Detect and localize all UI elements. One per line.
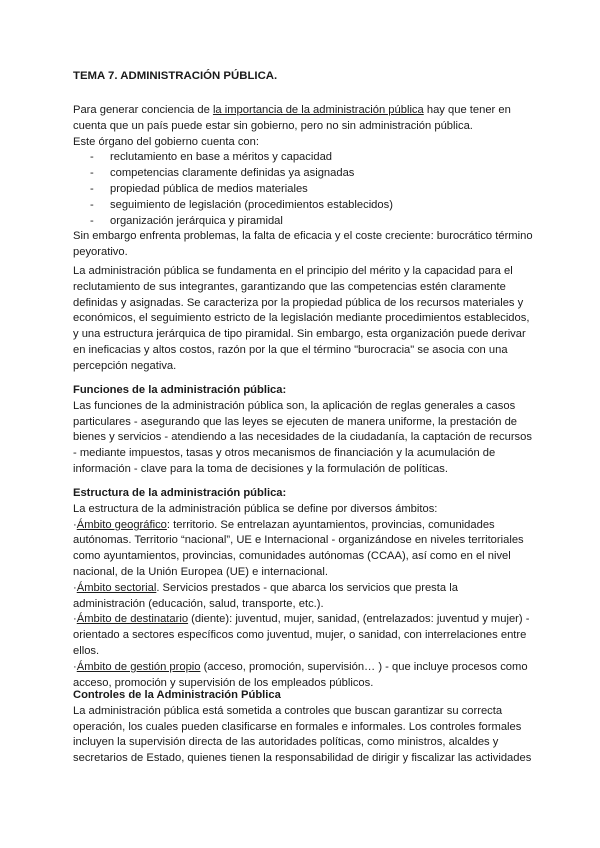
estructura-intro: La estructura de la administración pública se define por diversos ámbitos: bbox=[73, 502, 438, 515]
controles-paragraph: La administración pública está sometida a controles que buscan garantizar su correcta operación, los cuales pueden clasificarse en formales e informales. Los controles formales incluyen la supervisión directa de las autoridades políticas, como ministros, alcaldes y secretarios de Estado, quienes tienen la responsabilidad de dirigir y fiscalizar las actividades bbox=[73, 704, 532, 765]
ambito-sectorial-text: . Servicios prestados - que abarca los servicios que presta la administración (educación, salud, transporte, etc.). bbox=[73, 581, 458, 610]
list-item: - competencias claramente definidas ya asignadas bbox=[73, 166, 533, 182]
ambito-sectorial-item bbox=[73, 581, 533, 613]
ambito-gestion-item bbox=[73, 660, 533, 692]
list-item: - organización jerárquica y piramidal bbox=[73, 214, 533, 230]
funciones-heading: Funciones de la administración pública: bbox=[73, 384, 287, 396]
bullet-dot: · bbox=[73, 660, 77, 673]
organ-list bbox=[73, 150, 533, 229]
funciones-section bbox=[73, 383, 533, 478]
page-title: TEMA 7. ADMINISTRACIÓN PÚBLICA. bbox=[73, 70, 278, 82]
intro-text-post: hay que tener en cuenta que un país puede estar sin gobierno, pero no sin administración pública. bbox=[73, 104, 511, 132]
list-item: - reclutamiento en base a méritos y capacidad bbox=[73, 150, 533, 166]
principle-paragraph: La administración pública se fundamenta en el principio del mérito y la capacidad para el reclutamiento de sus integrantes, garantizando que las competencias estén claramente definidas y asignadas. Se caracteriza por la propiedad pública de los recursos materiales y económicos, el seguimiento estricto de la legislación mediante procedimientos establecidos, y una estructura jerárquica de tipo piramidal. Sin embargo, esta organización puede derivar en ineficacias y altos costos, razón por la que el término "burocracia" se asocia con una percepción negativa. bbox=[73, 265, 530, 372]
ambito-destinatario-text: (diente): juventud, mujer, sanidad, (entrelazados: juventud y mujer) - orientado a sectores específicos como juventud, mujer, o sanidad, con interrelaciones entre ellos. bbox=[73, 613, 530, 657]
intro-section bbox=[73, 103, 533, 261]
ambito-geografico-label: Ámbito geográfico bbox=[76, 518, 167, 531]
funciones-paragraph: Las funciones de la administración pública son, la aplicación de reglas generales a casos particulares - asegurando que las leyes se ejecuten de manera uniforme, la prestación de bienes y servicios - atendiendo a las necesidades de la ciudadanía, la captación de recursos - mediante impuestos, tasas y otros mecanismos de financiación y la acumulación de información - clave para la toma de decisiones y la formulación de políticas. bbox=[73, 399, 532, 475]
ambito-sectorial-label: Ámbito sectorial bbox=[76, 581, 157, 594]
intro-text-pre: Para generar conciencia de bbox=[73, 104, 213, 116]
estructura-heading: Estructura de la administración pública: bbox=[73, 487, 287, 499]
ambito-destinatario-item bbox=[73, 612, 533, 659]
controles-section bbox=[73, 688, 533, 767]
intro-paragraph bbox=[73, 103, 533, 135]
bullet-dot: · bbox=[73, 613, 77, 626]
problems-paragraph: Sin embargo enfrenta problemas, la falta de eficacia y el coste creciente: burocrático término peyorativo. bbox=[73, 230, 533, 259]
estructura-section bbox=[73, 486, 533, 691]
list-item: - propiedad pública de medios materiales bbox=[73, 182, 533, 198]
ambito-geografico-item bbox=[73, 518, 533, 581]
controles-heading: Controles de la Administración Pública bbox=[73, 689, 281, 701]
organ-line: Este órgano del gobierno cuenta con: bbox=[73, 135, 259, 148]
bullet-dot: · bbox=[73, 518, 77, 531]
ambito-gestion-label: Ámbito de gestión propio bbox=[76, 660, 201, 673]
list-item: - seguimiento de legislación (procedimientos establecidos) bbox=[73, 198, 533, 214]
ambito-destinatario-label: Ámbito de destinatario bbox=[76, 613, 189, 626]
bullet-dot: · bbox=[73, 581, 77, 594]
ambito-gestion-text: (acceso, promoción, supervisión… ) - que incluye procesos como acceso, promoción y supervisión de los empleados públicos. bbox=[73, 660, 528, 689]
intro-underlined-phrase: la importancia de la administración pública bbox=[212, 104, 424, 116]
ambito-geografico-text: : territorio. Se entrelazan ayuntamientos, provincias, comunidades autónomas. Territorio “nacional”, UE e Internacional - organizándose en niveles territoriales como ayuntamientos, provincias, comunidades autónomas (CCAA), así como en el nivel nacional, de la Unión Europea (UE) e internacional. bbox=[73, 518, 524, 578]
